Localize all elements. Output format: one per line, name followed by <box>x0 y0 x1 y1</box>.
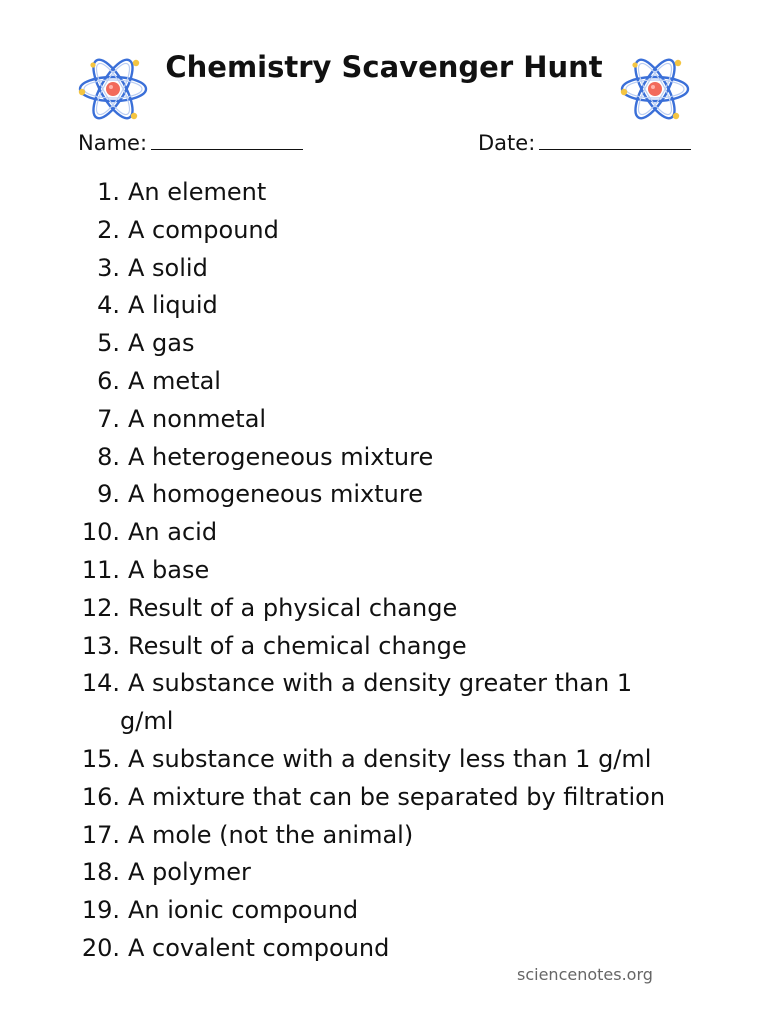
date-label: Date: <box>478 131 536 155</box>
list-item-number: 11. <box>81 555 120 584</box>
list-item-text: A solid <box>128 253 208 282</box>
list-item <box>0 892 768 930</box>
list-item-text: A homogeneous mixture <box>128 480 423 509</box>
list-item <box>0 174 768 212</box>
source-credit: sciencenotes.org <box>517 965 653 984</box>
list-item-text: A base <box>128 555 210 584</box>
list-item-number: 15. <box>81 744 120 773</box>
list-item-number: 9. <box>97 480 120 509</box>
list-item-text: A polymer <box>128 858 251 887</box>
list-item <box>0 552 768 590</box>
name-field[interactable] <box>78 131 303 155</box>
list-item-text: A liquid <box>128 291 218 320</box>
list-item-text: A mixture that can be separated by filtration <box>128 782 666 811</box>
list-item <box>0 930 768 968</box>
list-item-text: A covalent compound <box>128 933 390 962</box>
list-item-text: A gas <box>128 329 195 358</box>
list-item-text: An ionic compound <box>128 896 359 925</box>
list-item-number: 19. <box>81 896 120 925</box>
list-item <box>0 779 768 817</box>
list-item <box>0 287 768 325</box>
list-item-text: A substance with a density less than 1 g/ml <box>128 744 652 773</box>
list-item <box>0 514 768 552</box>
list-item-number: 14. <box>81 669 120 698</box>
list-item-number: 18. <box>81 858 120 887</box>
list-item-number: 12. <box>81 593 120 622</box>
list-item <box>0 741 768 779</box>
list-item <box>0 250 768 288</box>
list-item-number: 5. <box>97 329 120 358</box>
list-item-text: A heterogeneous mixture <box>128 442 434 471</box>
list-item-text: A metal <box>128 366 221 395</box>
list-item-number: 4. <box>97 291 120 320</box>
list-item <box>0 476 768 514</box>
page-title: Chemistry Scavenger Hunt <box>165 50 603 84</box>
list-item-text: An element <box>128 178 267 206</box>
list-item <box>0 628 768 666</box>
name-blank-line[interactable] <box>151 131 303 150</box>
scavenger-hunt-list <box>0 174 768 968</box>
date-blank-line[interactable] <box>539 131 691 150</box>
list-item-number: 17. <box>81 820 120 849</box>
list-item-number: 6. <box>97 366 120 395</box>
list-item-text: A nonmetal <box>128 404 267 433</box>
list-item-number: 16. <box>81 782 120 811</box>
list-item <box>0 325 768 363</box>
list-item-number: 3. <box>97 253 120 282</box>
list-item-number: 13. <box>81 631 120 660</box>
list-item-number: 8. <box>97 442 120 471</box>
list-item-text: A mole (not the animal) <box>128 820 414 849</box>
list-item <box>0 590 768 628</box>
list-item-number: 1. <box>97 178 120 206</box>
list-item <box>0 665 768 741</box>
list-item-text: A substance with a density greater than 1 <box>128 669 633 698</box>
list-item-text: A compound <box>128 215 279 244</box>
date-field[interactable] <box>478 131 691 155</box>
name-label: Name: <box>78 131 148 155</box>
list-item-number: 10. <box>81 518 120 547</box>
list-item-text-continuation: g/ml <box>120 707 174 736</box>
list-item-number: 2. <box>97 215 120 244</box>
list-item-text: Result of a chemical change <box>128 631 467 660</box>
list-item <box>0 439 768 477</box>
list-item <box>0 363 768 401</box>
list-item <box>0 817 768 855</box>
list-item <box>0 212 768 250</box>
list-item <box>0 401 768 439</box>
list-item-text: Result of a physical change <box>128 593 458 622</box>
list-item-number: 7. <box>97 404 120 433</box>
atom-icon-right <box>618 52 692 126</box>
list-item-number: 20. <box>81 933 120 962</box>
list-item <box>0 854 768 892</box>
list-item-text: An acid <box>128 518 218 547</box>
